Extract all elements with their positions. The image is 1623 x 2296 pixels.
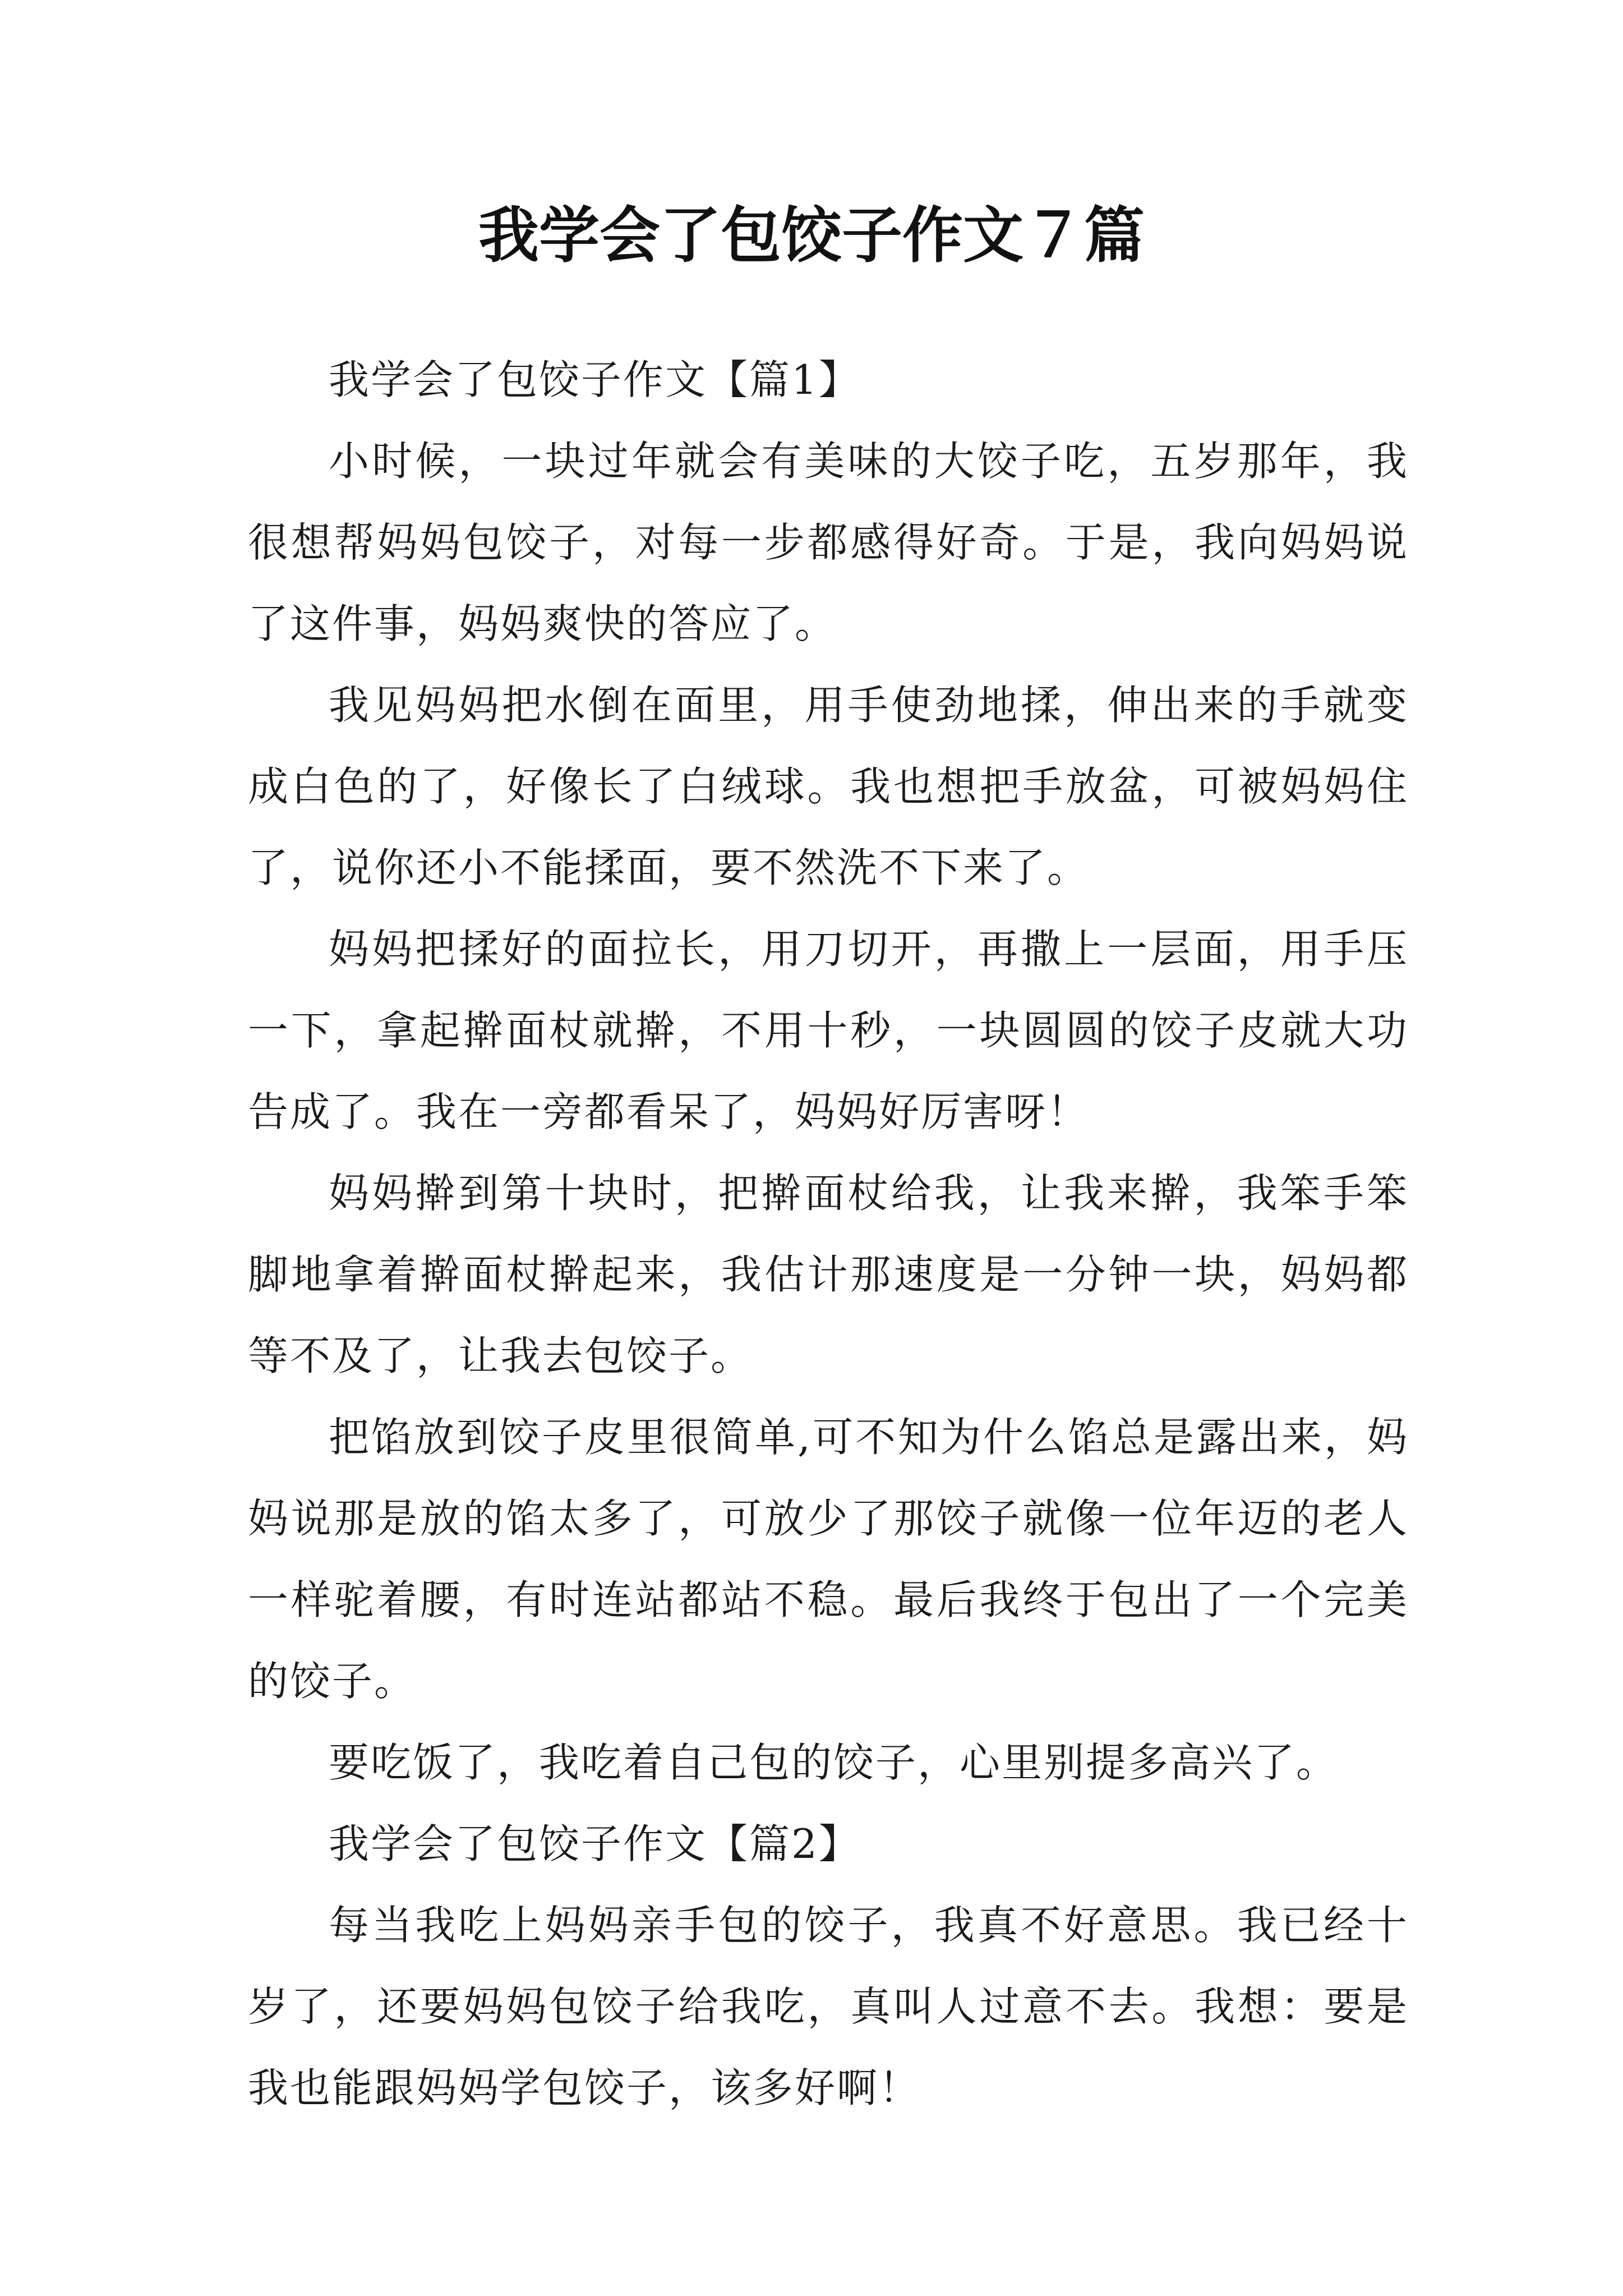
document-body xyxy=(248,339,1409,2129)
paragraph: 把馅放到饺子皮里很简单,可不知为什么馅总是露出来，妈妈说那是放的馅太多了，可放少了那饺子就像一位年迈的老人一样驼着腰，有时连站都站不稳。最后我终于包出了一个完美的饺子。 xyxy=(248,1414,1409,1705)
document-title: 我学会了包饺子作文７篇 xyxy=(478,200,1145,271)
section-heading-2: 我学会了包饺子作文【篇2】 xyxy=(329,1820,861,1867)
section-heading-1: 我学会了包饺子作文【篇1】 xyxy=(329,356,861,403)
paragraph: 每当我吃上妈妈亲手包的饺子，我真不好意思。我已经十岁了，还要妈妈包饺子给我吃，真叫人过意不去。我想：要是我也能跟妈妈学包饺子，该多好啊！ xyxy=(248,1902,1409,2111)
paragraph: 小时候，一块过年就会有美味的大饺子吃，五岁那年，我很想帮妈妈包饺子，对每一步都感得好奇。于是，我向妈妈说了这件事，妈妈爽快的答应了。 xyxy=(248,438,1409,647)
paragraph: 我见妈妈把水倒在面里，用手使劲地揉，伸出来的手就变成白色的了，好像长了白绒球。我也想把手放盆，可被妈妈住了，说你还小不能揉面，要不然洗不下来了。 xyxy=(248,682,1409,891)
paragraph: 妈妈把揉好的面拉长，用刀切开，再撒上一层面，用手压一下，拿起擀面杖就擀，不用十秒，一块圆圆的饺子皮就大功告成了。我在一旁都看呆了，妈妈好厉害呀！ xyxy=(248,926,1409,1135)
paragraph: 妈妈擀到第十块时，把擀面杖给我，让我来擀，我笨手笨脚地拿着擀面杖擀起来，我估计那速度是一分钟一块，妈妈都等不及了，让我去包饺子。 xyxy=(248,1170,1409,1379)
paragraph: 要吃饭了，我吃着自己包的饺子，心里别提多高兴了。 xyxy=(329,1739,1339,1786)
